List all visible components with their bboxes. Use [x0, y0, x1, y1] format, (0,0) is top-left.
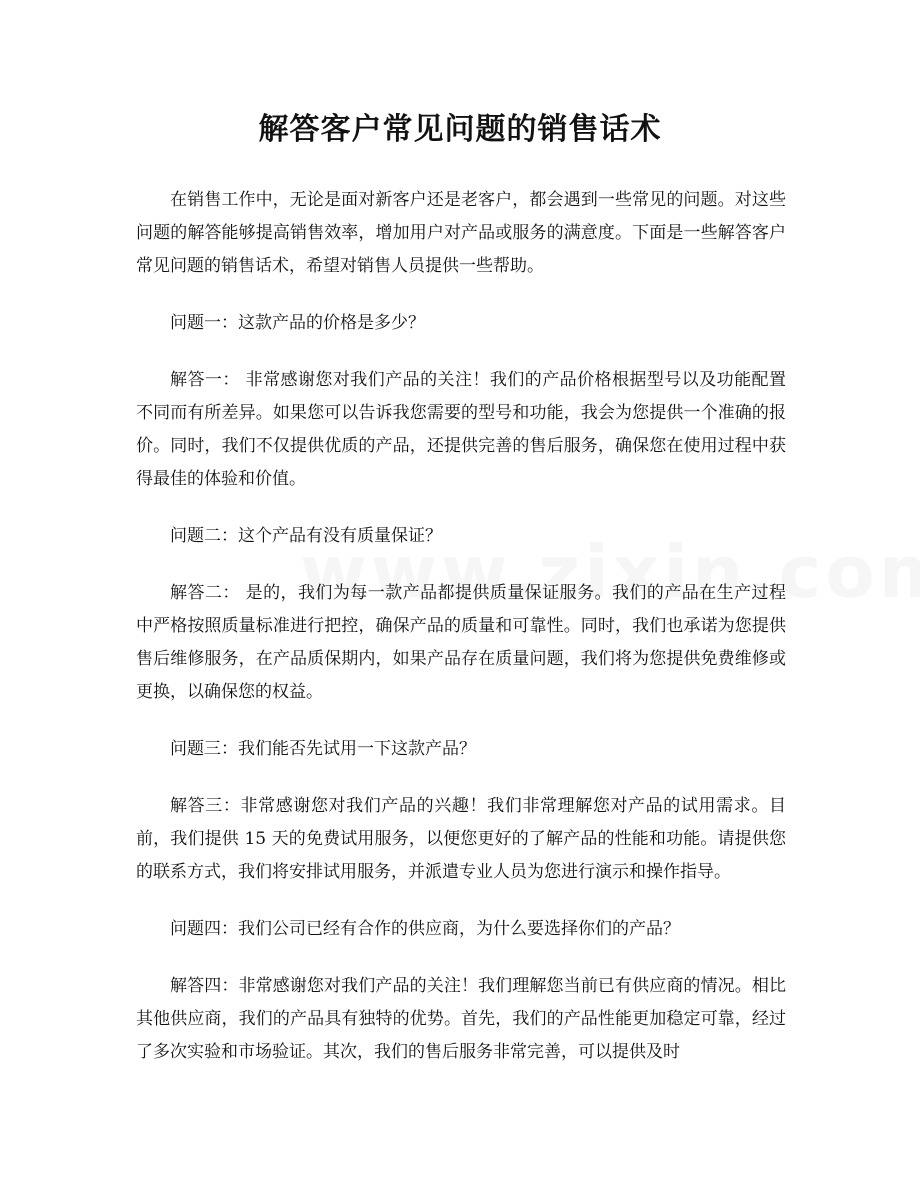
document-title: 解答客户常见问题的销售话术: [258, 112, 662, 147]
question-4: 问题四：我们公司已经有合作的供应商，为什么要选择你们的产品？: [170, 919, 680, 939]
answer-1: 解答一： 非常感谢您对我们产品的关注！我们的产品价格根据型号以及功能配置不同而有所差异。如果您可以告诉我您需要的型号和功能，我会为您提供一个准确的报价。同时，我们不仅提供优质的产品，还提供完善的售后服务，确保您在使用过程中获得最佳的体验和价值。: [136, 370, 786, 489]
answer-4: 解答四：非常感谢您对我们产品的关注！我们理解您当前已有供应商的情况。相比其他供应商，我们的产品具有独特的优势。首先，我们的产品性能更加稳定可靠，经过了多次实验和市场验证。其次，我们的售后服务非常完善，可以提供及时: [136, 976, 786, 1062]
answer-3: 解答三：非常感谢您对我们产品的兴趣！我们非常理解您对产品的试用需求。目前，我们提供 15 天的免费试用服务，以便您更好的了解产品的性能和功能。请提供您的联系方式，我们将安排试用服务，并派遣专业人员为您进行演示和操作指导。: [136, 796, 786, 882]
question-3: 问题三：我们能否先试用一下这款产品？: [170, 739, 476, 759]
question-2: 问题二：这个产品有没有质量保证？: [170, 526, 442, 546]
document-body: [136, 184, 786, 1093]
answer-2: 解答二： 是的，我们为每一款产品都提供质量保证服务。我们的产品在生产过程中严格按照质量标准进行把控，确保产品的质量和可靠性。同时，我们也承诺为您提供售后维修服务，在产品质保期内，如果产品存在质量问题，我们将为您提供免费维修或更换，以确保您的权益。: [136, 583, 786, 702]
question-1: 问题一：这款产品的价格是多少？: [170, 313, 425, 333]
intro-paragraph: 在销售工作中，无论是面对新客户还是老客户，都会遇到一些常见的问题。对这些问题的解答能够提高销售效率，增加用户对产品或服务的满意度。下面是一些解答客户常见问题的销售话术，希望对销售人员提供一些帮助。: [136, 190, 786, 276]
